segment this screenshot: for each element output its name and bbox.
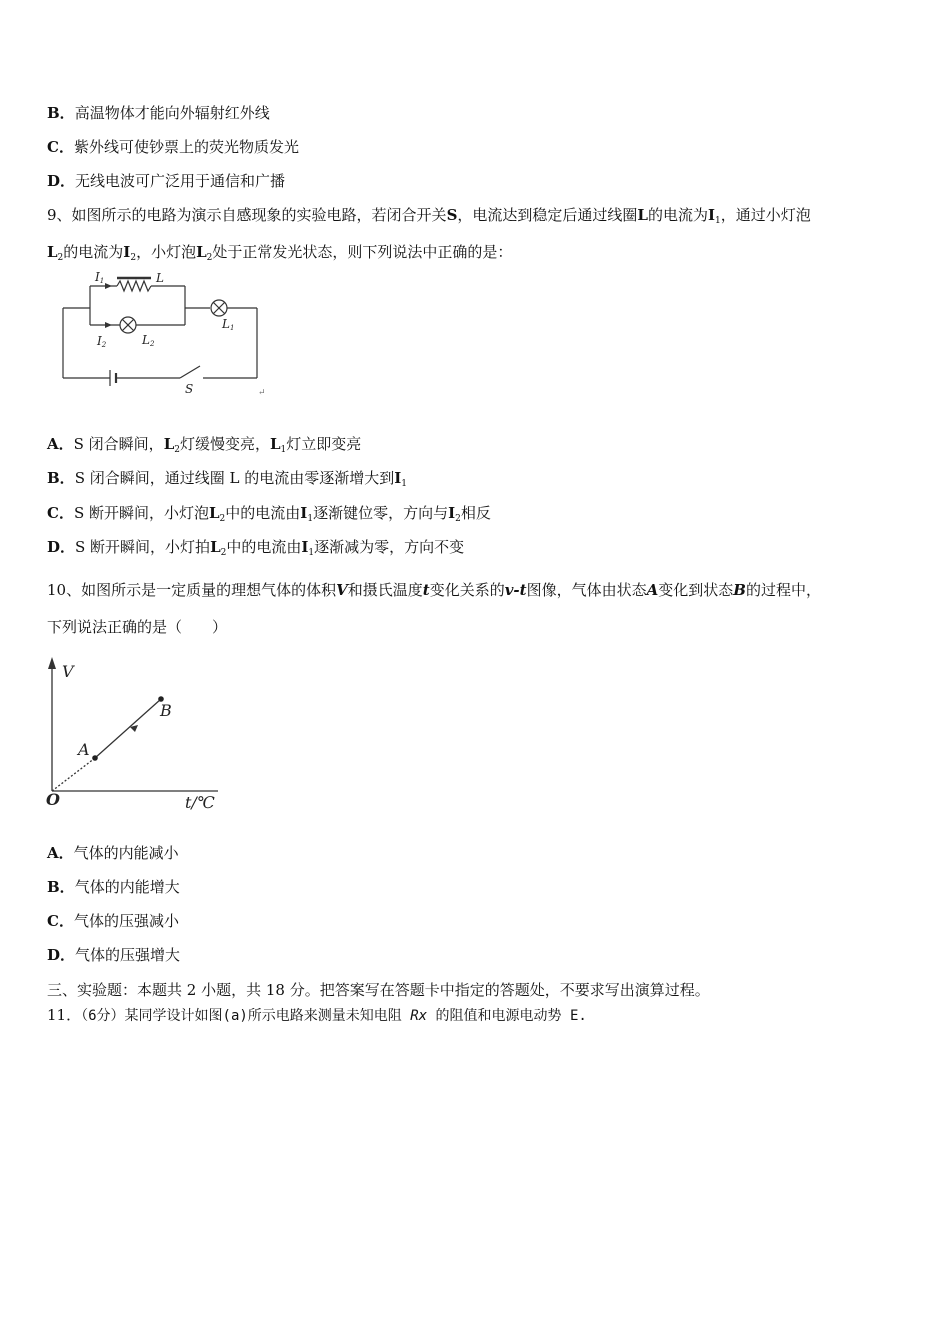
option-text: S 闭合瞬间， <box>73 435 164 453</box>
symbol-l: L <box>47 243 58 261</box>
q9-stem-line1 <box>47 205 811 225</box>
switch-blade <box>180 366 200 378</box>
subscript: 1 <box>401 479 407 489</box>
option-label: A． <box>47 435 74 453</box>
subscript: 1 <box>280 445 287 455</box>
option-text: 灯缓慢变亮， <box>179 435 270 453</box>
option-label: B． <box>47 878 75 896</box>
symbol-i: I <box>300 504 308 522</box>
q9-option-d <box>47 537 464 557</box>
q10-stem-line1 <box>47 580 821 600</box>
label-b: B <box>160 701 172 720</box>
stem-text: ，电流达到稳定后通过线圈 <box>457 206 638 224</box>
subscript: 1 <box>307 514 314 524</box>
label-i2: I2 <box>97 334 107 349</box>
option-text: 中的电流由 <box>226 538 302 556</box>
subscript: 2 <box>455 514 461 524</box>
question-number: 11． <box>47 1006 82 1024</box>
extrapolation-line <box>52 758 95 791</box>
option-text: 逐渐键位零，方向与 <box>313 504 449 522</box>
stem-text: ，通过小灯泡 <box>720 206 811 224</box>
q10-option-a <box>47 843 179 863</box>
stem-text: 的阻值和电源电动势 E. <box>427 1008 587 1024</box>
option-label: D． <box>47 172 76 190</box>
process-line-ab <box>95 699 161 758</box>
option-text: 高温物体才能向外辐射红外线 <box>74 104 270 122</box>
arrow-icon <box>105 283 112 289</box>
stem-text: 图像，气体由状态 <box>526 581 647 599</box>
symbol-rx: Rx <box>410 1008 428 1024</box>
q8-option-c <box>47 137 299 157</box>
label-t-axis: t/℃ <box>185 793 215 812</box>
symbol-i: I <box>123 243 131 261</box>
symbol-a: A <box>646 581 659 599</box>
stem-text: 的电流为 <box>63 243 124 261</box>
symbol-l: L <box>210 538 221 556</box>
symbol-b: B <box>733 581 746 599</box>
stem-text: 的过程中， <box>745 581 821 599</box>
option-label: D． <box>47 538 76 556</box>
subscript: 1 <box>715 216 721 226</box>
stem-text: 如图所示的电路为演示自感现象的实验电路，若闭合开关 <box>71 206 447 224</box>
option-label: D． <box>47 946 76 964</box>
option-text: 气体的压强减小 <box>73 912 179 930</box>
q9-stem-line2 <box>47 242 512 262</box>
subscript: 2 <box>130 253 137 263</box>
subscript: 2 <box>220 548 227 558</box>
q9-circuit-diagram <box>55 268 280 398</box>
option-text: 气体的内能增大 <box>74 878 180 896</box>
option-label: C． <box>47 504 74 522</box>
option-label: C． <box>47 912 74 930</box>
option-text: 相反 <box>460 504 491 522</box>
q8-option-b <box>47 103 270 123</box>
symbol-i: I <box>707 206 716 224</box>
label-origin: O <box>46 790 60 809</box>
stem-text: 和摄氏温度 <box>347 581 423 599</box>
label-a: A <box>78 740 90 759</box>
q10-option-b <box>47 877 180 897</box>
symbol-l: L <box>209 504 220 522</box>
symbol-t: t <box>422 581 430 599</box>
symbol-s: S <box>446 206 458 224</box>
q11-stem <box>47 1005 587 1026</box>
q10-vt-graph <box>40 655 230 815</box>
symbol-l: L <box>637 206 648 224</box>
symbol-vt: v-t <box>504 581 527 599</box>
label-s: S <box>185 382 194 396</box>
section-text: 三、实验题：本题共 2 小题，共 18 分。把答案写在答题卡中指定的答题处，不要求写出演算过程。 <box>47 981 710 999</box>
arrow-icon <box>105 322 112 328</box>
q9-option-c <box>47 503 491 523</box>
label-coil-l: L <box>156 271 164 285</box>
q8-option-d <box>47 171 285 191</box>
option-text: S 断开瞬间，小灯拍 <box>75 538 211 556</box>
label-i1: I1 <box>95 270 105 285</box>
subscript: 2 <box>174 445 180 455</box>
stem-text: 处于正常发光状态，则下列说法中正确的是： <box>212 243 513 261</box>
symbol-l: L <box>163 435 175 453</box>
option-label: B． <box>47 104 75 122</box>
return-mark: ↵ <box>258 388 266 398</box>
q10-stem-line2 <box>47 617 227 637</box>
subscript: 2 <box>57 253 64 263</box>
option-text: 中的电流由 <box>225 504 301 522</box>
option-text: 气体的内能减小 <box>73 844 179 862</box>
subscript: 2 <box>219 514 226 524</box>
question-number: 9、 <box>47 206 72 224</box>
question-number: 10、 <box>47 581 82 599</box>
symbol-l: L <box>196 243 207 261</box>
point-a <box>92 755 98 761</box>
option-label: B． <box>47 469 75 487</box>
stem-text: 变化关系的 <box>429 581 505 599</box>
label-l1: L1 <box>222 317 235 332</box>
option-text: 紫外线可使钞票上的荧光物质发光 <box>73 138 299 156</box>
subscript: 2 <box>206 253 213 263</box>
option-text: 逐渐减为零，方向不变 <box>314 538 465 556</box>
symbol-i: I <box>394 469 402 487</box>
stem-text: （6分）某同学设计如图(a)所示电路来测量未知电阻 <box>81 1008 411 1024</box>
section-3-heading <box>47 980 710 1000</box>
option-text: 无线电波可广泛用于通信和广播 <box>75 172 286 190</box>
subscript: 1 <box>308 548 315 558</box>
symbol-i: I <box>448 504 456 522</box>
v-axis-arrow-icon <box>48 657 56 669</box>
label-v: V <box>62 662 74 681</box>
stem-text: 如图所示是一定质量的理想气体的体积 <box>81 581 337 599</box>
option-text: S 闭合瞬间，通过线圈 L 的电流由零逐渐增大到 <box>74 469 395 487</box>
stem-text: 下列说法正确的是（ ） <box>47 618 228 636</box>
coil-l <box>117 281 151 291</box>
stem-text: 的电流为 <box>647 206 708 224</box>
option-text: S 断开瞬间，小灯泡 <box>73 504 209 522</box>
symbol-l: L <box>269 435 281 453</box>
stem-text: ，小灯泡 <box>136 243 197 261</box>
symbol-v: V <box>336 581 348 599</box>
option-label: C． <box>47 138 74 156</box>
option-text: 灯立即变亮 <box>286 435 362 453</box>
q9-option-b <box>47 468 407 488</box>
q10-option-d <box>47 945 180 965</box>
q9-option-a <box>47 434 361 454</box>
option-text: 气体的压强增大 <box>75 946 181 964</box>
option-label: A． <box>47 844 74 862</box>
label-l2: L2 <box>142 333 155 348</box>
stem-text: 变化到状态 <box>658 581 734 599</box>
q10-option-c <box>47 911 179 931</box>
symbol-i: I <box>301 538 309 556</box>
